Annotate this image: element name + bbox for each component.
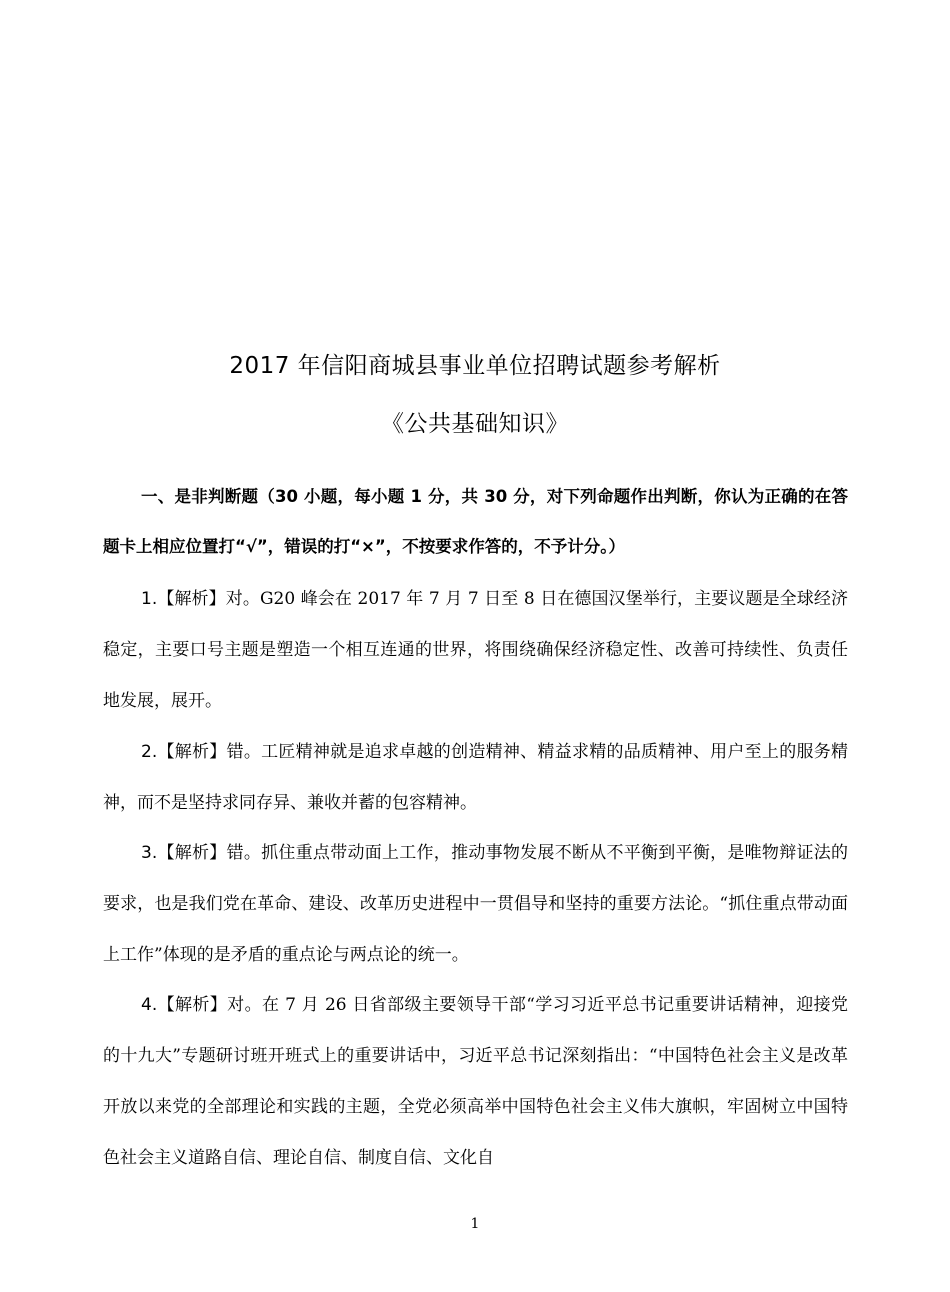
question-number: 1. — [141, 589, 158, 609]
question-text: 【解析】错。工匠精神就是追求卓越的创造精神、精益求精的品质精神、用户至上的服务精神，而不是坚持求同存异、兼收并蓄的包容精神。 — [103, 742, 848, 813]
question-explanation-4 — [103, 980, 848, 1184]
question-explanation-3 — [103, 828, 848, 981]
question-text: 【解析】对。G20 峰会在 2017 年 7 月 7 日至 8 日在德国汉堡举行，主要议题是全球经济稳定，主要口号主题是塑造一个相互连通的世界，将围绕确保经济稳定性、改善可持续性、负责任地发展，展开。 — [103, 589, 848, 711]
section-heading: 一、是非判断题（30 小题，每小题 1 分，共 30 分，对下列命题作出判断，你认为正确的在答题卡上相应位置打“√”，错误的打“×”，不按要求作答的，不予计分。） — [103, 487, 848, 556]
document-title: 2017 年信阳商城县事业单位招聘试题参考解析 — [229, 353, 721, 379]
question-number: 4. — [141, 995, 158, 1015]
question-explanation-2 — [103, 727, 848, 829]
question-number: 3. — [141, 843, 158, 863]
question-explanation-1 — [103, 574, 848, 727]
document-subtitle: 《公共基础知识》 — [381, 411, 569, 437]
question-text: 【解析】错。抓住重点带动面上工作，推动事物发展不断从不平衡到平衡，是唯物辩证法的要求，也是我们党在革命、建设、改革历史进程中一贯倡导和坚持的重要方法论。“抓住重点带动面上工作”体现的是矛盾的重点论与两点论的统一。 — [103, 843, 848, 965]
question-number: 2. — [141, 742, 158, 762]
page-number: 1 — [470, 1216, 480, 1232]
question-text: 【解析】对。在 7 月 26 日省部级主要领导干部“学习习近平总书记重要讲话精神，迎接党的十九大”专题研讨班开班式上的重要讲话中，习近平总书记深刻指出：“中国特色社会主义是改革开放以来党的全部理论和实践的主题，全党必须高举中国特色社会主义伟大旗帜，牢固树立中国特色社会主义道路自信、理论自信、制度自信、文化自 — [103, 995, 848, 1168]
